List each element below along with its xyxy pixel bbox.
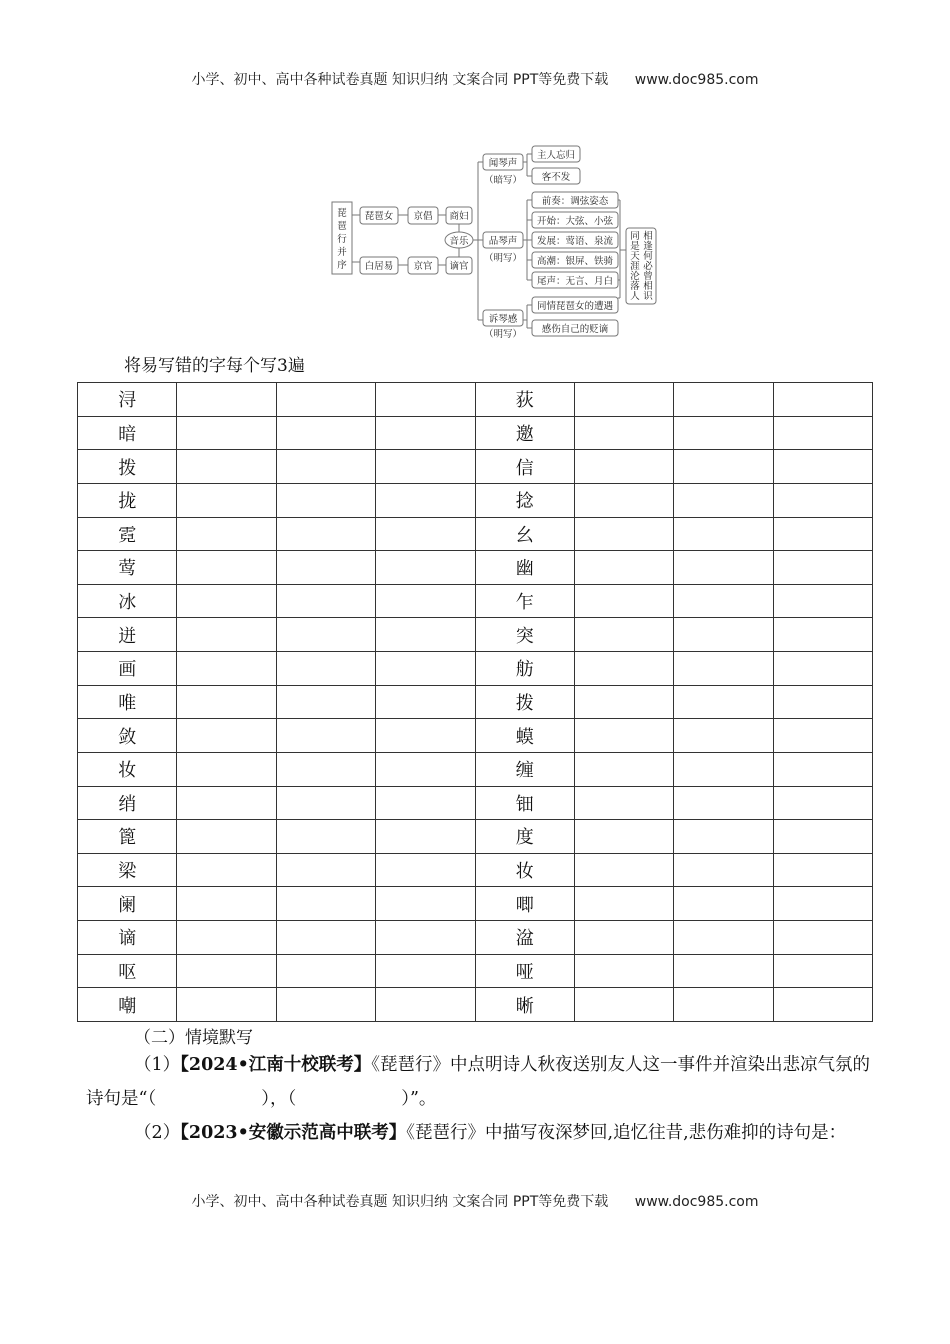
table-row [78, 383, 873, 417]
char-cell: 梁 [78, 853, 177, 887]
write-cell[interactable] [177, 786, 276, 820]
write-cell[interactable] [276, 652, 375, 686]
table-row [78, 954, 873, 988]
diagram-title-char: 琶 [337, 221, 347, 232]
write-cell[interactable] [773, 618, 872, 652]
char-cell: 呕 [78, 954, 177, 988]
leaf-item: 前奏：调弦姿态 [541, 196, 609, 207]
write-cell[interactable] [574, 517, 673, 551]
write-cell[interactable] [574, 416, 673, 450]
write-cell[interactable] [773, 921, 872, 955]
write-cell[interactable] [276, 685, 375, 719]
char-cell: 拢 [78, 483, 177, 517]
write-cell[interactable] [276, 752, 375, 786]
conclusion-char: 相 [643, 281, 653, 292]
char-cell: 钿 [475, 786, 574, 820]
write-cell[interactable] [574, 921, 673, 955]
char-cell: 晰 [475, 988, 574, 1022]
write-cell[interactable] [574, 383, 673, 417]
char-cell: 唯 [78, 685, 177, 719]
write-cell[interactable] [276, 786, 375, 820]
write-cell[interactable] [574, 820, 673, 854]
write-cell[interactable] [674, 416, 773, 450]
char-cell: 谪 [78, 921, 177, 955]
char-cell: 湓 [475, 921, 574, 955]
write-cell[interactable] [177, 450, 276, 484]
table-row [78, 988, 873, 1022]
write-cell[interactable] [773, 517, 872, 551]
char-cell: 冰 [78, 584, 177, 618]
node-music: 音乐 [449, 236, 469, 247]
char-cell: 篦 [78, 820, 177, 854]
section-title: （二）情境默写 [134, 1028, 253, 1048]
leaf-item: 开始：大弦、小弦 [536, 216, 614, 227]
write-cell[interactable] [773, 483, 872, 517]
write-cell[interactable] [376, 652, 475, 686]
char-cell: 霓 [78, 517, 177, 551]
leaf-item: 尾声：无言、月白 [536, 276, 614, 287]
write-cell[interactable] [773, 652, 872, 686]
conclusion-char: 天 [630, 251, 640, 262]
write-cell[interactable] [674, 517, 773, 551]
diagram-title-char: 琵 [337, 208, 347, 219]
node-wen-note: （暗写） [483, 175, 523, 186]
write-cell[interactable] [674, 853, 773, 887]
write-cell[interactable] [376, 786, 475, 820]
write-cell[interactable] [773, 685, 872, 719]
write-cell[interactable] [674, 584, 773, 618]
write-cell[interactable] [674, 786, 773, 820]
write-cell[interactable] [674, 954, 773, 988]
table-row [78, 685, 873, 719]
write-cell[interactable] [574, 853, 673, 887]
conclusion-char: 人 [630, 291, 640, 302]
footer-url[interactable]: www.doc985.com [634, 1194, 759, 1210]
conclusion-char: 何 [643, 251, 653, 262]
conclusion-char: 沦 [630, 271, 640, 282]
write-cell[interactable] [376, 921, 475, 955]
write-cell[interactable] [674, 652, 773, 686]
char-cell: 莺 [78, 551, 177, 585]
write-cell[interactable] [177, 383, 276, 417]
write-cell[interactable] [376, 752, 475, 786]
node-su-note: （明写） [483, 329, 523, 340]
write-cell[interactable] [376, 685, 475, 719]
conclusion-char: 是 [630, 241, 640, 252]
write-cell[interactable] [376, 719, 475, 753]
char-cell: 荻 [475, 383, 574, 417]
write-cell[interactable] [276, 954, 375, 988]
node-su: 诉琴感 [488, 314, 518, 325]
write-cell[interactable] [276, 820, 375, 854]
write-cell[interactable] [177, 517, 276, 551]
leaf-item: 客不发 [541, 172, 571, 183]
table-row [78, 450, 873, 484]
write-cell[interactable] [177, 652, 276, 686]
table-row [78, 719, 873, 753]
write-cell[interactable] [376, 584, 475, 618]
table-row [78, 416, 873, 450]
write-cell[interactable] [674, 887, 773, 921]
q2-num: （2） [134, 1123, 181, 1143]
write-cell[interactable] [177, 752, 276, 786]
table-row [78, 551, 873, 585]
char-cell: 暗 [78, 416, 177, 450]
write-cell[interactable] [276, 584, 375, 618]
write-cell[interactable] [276, 416, 375, 450]
write-cell[interactable] [674, 450, 773, 484]
conclusion-char: 必 [643, 261, 653, 272]
write-cell[interactable] [276, 450, 375, 484]
write-cell[interactable] [376, 988, 475, 1022]
char-cell: 拨 [78, 450, 177, 484]
conclusion-char: 同 [630, 231, 640, 242]
char-cell: 画 [78, 652, 177, 686]
q1-num: （1） [134, 1055, 181, 1075]
write-cell[interactable] [376, 820, 475, 854]
char-cell: 绡 [78, 786, 177, 820]
write-cell[interactable] [574, 652, 673, 686]
write-cell[interactable] [674, 383, 773, 417]
write-cell[interactable] [674, 752, 773, 786]
char-cell: 迸 [78, 618, 177, 652]
write-cell[interactable] [276, 383, 375, 417]
conclusion-char: 识 [643, 291, 653, 302]
write-cell[interactable] [376, 954, 475, 988]
write-cell[interactable] [276, 853, 375, 887]
write-cell[interactable] [773, 887, 872, 921]
write-cell[interactable] [177, 853, 276, 887]
diagram-title-char: 行 [337, 234, 347, 245]
write-cell[interactable] [177, 887, 276, 921]
conclusion-char: 曾 [643, 271, 653, 282]
char-cell: 乍 [475, 584, 574, 618]
conclusion-char: 逢 [643, 241, 653, 252]
write-cell[interactable] [276, 483, 375, 517]
write-cell[interactable] [674, 988, 773, 1022]
leaf-item: 高潮：银屏、铁骑 [536, 256, 614, 267]
char-table [77, 382, 873, 1022]
leaf-item: 发展：莺语、泉流 [536, 236, 614, 247]
diagram-title-char: 序 [337, 260, 347, 271]
table-row [78, 584, 873, 618]
write-cell[interactable] [276, 921, 375, 955]
write-cell[interactable] [177, 954, 276, 988]
write-cell[interactable] [674, 551, 773, 585]
diagram-title [337, 208, 347, 271]
char-cell: 捻 [475, 483, 574, 517]
table-row [78, 483, 873, 517]
diagram-svg [330, 140, 680, 340]
char-cell: 幽 [475, 551, 574, 585]
char-cell: 唧 [475, 887, 574, 921]
page-header [0, 69, 950, 89]
instruction: 将易写错的字每个写3遍 [124, 356, 305, 376]
char-cell: 敛 [78, 719, 177, 753]
diagram-title-char: 并 [337, 247, 347, 258]
table-row [78, 786, 873, 820]
leaf-item: 同情琵琶女的遭遇 [536, 301, 614, 312]
write-cell[interactable] [276, 719, 375, 753]
char-cell: 妆 [78, 752, 177, 786]
node-pipa-girl: 琵琶女 [364, 211, 394, 222]
write-cell[interactable] [177, 416, 276, 450]
write-cell[interactable] [674, 618, 773, 652]
write-cell[interactable] [574, 752, 673, 786]
node-bai: 白居易 [364, 261, 394, 272]
write-cell[interactable] [574, 685, 673, 719]
write-cell[interactable] [773, 786, 872, 820]
table-row [78, 853, 873, 887]
node-pin: 品琴声 [488, 236, 518, 247]
char-cell: 缠 [475, 752, 574, 786]
table-row [78, 752, 873, 786]
structure-diagram [330, 140, 680, 340]
write-cell[interactable] [574, 483, 673, 517]
write-cell[interactable] [574, 551, 673, 585]
write-cell[interactable] [773, 383, 872, 417]
char-cell: 哑 [475, 954, 574, 988]
write-cell[interactable] [773, 752, 872, 786]
char-cell: 突 [475, 618, 574, 652]
char-cell: 邀 [475, 416, 574, 450]
write-cell[interactable] [177, 618, 276, 652]
write-cell[interactable] [574, 954, 673, 988]
node-zheguan: 谪官 [449, 261, 469, 272]
leaf-item: 感伤自己的贬谪 [541, 324, 609, 335]
write-cell[interactable] [177, 820, 276, 854]
write-cell[interactable] [674, 719, 773, 753]
diagram-leaves [523, 146, 620, 336]
node-pin-note: （明写） [483, 253, 523, 264]
conclusion-char: 相 [643, 231, 653, 242]
node-jingchang: 京倡 [413, 211, 433, 222]
header-text: 小学、初中、高中各种试卷真题 知识归纳 文案合同 PPT等免费下载 [191, 72, 609, 88]
char-cell: 阑 [78, 887, 177, 921]
char-cell: 拨 [475, 685, 574, 719]
write-cell[interactable] [376, 887, 475, 921]
char-cell: 舫 [475, 652, 574, 686]
char-cell: 浔 [78, 383, 177, 417]
conclusion-char: 涯 [630, 261, 640, 272]
char-cell: 嘲 [78, 988, 177, 1022]
write-cell[interactable] [574, 988, 673, 1022]
question-1 [86, 1048, 872, 1116]
write-cell[interactable] [773, 988, 872, 1022]
write-cell[interactable] [376, 618, 475, 652]
write-cell[interactable] [773, 820, 872, 854]
write-cell[interactable] [177, 719, 276, 753]
q1-source: 【2024•江南十校联考】 [180, 1055, 372, 1075]
write-cell[interactable] [376, 416, 475, 450]
leaf-item: 主人忘归 [536, 150, 576, 161]
write-cell[interactable] [574, 786, 673, 820]
table-row [78, 921, 873, 955]
write-cell[interactable] [773, 416, 872, 450]
write-cell[interactable] [276, 988, 375, 1022]
q2-source: 【2023•安徽示范高中联考】 [180, 1123, 407, 1143]
write-cell[interactable] [574, 887, 673, 921]
char-cell: 蟆 [475, 719, 574, 753]
question-2 [86, 1116, 872, 1150]
write-cell[interactable] [276, 887, 375, 921]
table-row [78, 652, 873, 686]
char-cell: 幺 [475, 517, 574, 551]
q1-text: 《琵琶行》中点明诗人秋夜送别友人这一事件并渲染出悲凉气氛的诗句是“（ ），（ ）”。 [86, 1055, 871, 1109]
char-cell: 度 [475, 820, 574, 854]
footer-text: 小学、初中、高中各种试卷真题 知识归纳 文案合同 PPT等免费下载 [191, 1194, 609, 1210]
table-row [78, 887, 873, 921]
write-cell[interactable] [773, 450, 872, 484]
write-cell[interactable] [177, 483, 276, 517]
write-cell[interactable] [773, 551, 872, 585]
write-cell[interactable] [574, 584, 673, 618]
node-wen: 闻琴声 [488, 158, 518, 169]
write-cell[interactable] [177, 988, 276, 1022]
write-cell[interactable] [376, 517, 475, 551]
write-cell[interactable] [276, 551, 375, 585]
table-row [78, 618, 873, 652]
write-cell[interactable] [574, 618, 673, 652]
write-cell[interactable] [574, 719, 673, 753]
write-cell[interactable] [674, 483, 773, 517]
write-cell[interactable] [376, 483, 475, 517]
char-cell: 妆 [475, 853, 574, 887]
write-cell[interactable] [376, 551, 475, 585]
page-footer [0, 1191, 950, 1211]
write-cell[interactable] [574, 450, 673, 484]
q2-text: 《琵琶行》中描写夜深梦回,追忆往昔,悲伤难抑的诗句是： [406, 1123, 847, 1143]
conclusion-char: 落 [630, 281, 640, 292]
write-cell[interactable] [376, 383, 475, 417]
header-url[interactable]: www.doc985.com [634, 72, 759, 88]
write-cell[interactable] [773, 954, 872, 988]
write-cell[interactable] [674, 921, 773, 955]
write-cell[interactable] [674, 685, 773, 719]
write-cell[interactable] [177, 921, 276, 955]
table-row [78, 517, 873, 551]
write-cell[interactable] [276, 618, 375, 652]
write-cell[interactable] [376, 853, 475, 887]
write-cell[interactable] [773, 719, 872, 753]
write-cell[interactable] [177, 685, 276, 719]
char-cell: 信 [475, 450, 574, 484]
node-shangfu: 商妇 [449, 211, 469, 222]
write-cell[interactable] [674, 820, 773, 854]
write-cell[interactable] [177, 584, 276, 618]
write-cell[interactable] [276, 517, 375, 551]
node-jingguan: 京官 [413, 261, 433, 272]
write-cell[interactable] [773, 853, 872, 887]
write-cell[interactable] [376, 450, 475, 484]
write-cell[interactable] [773, 584, 872, 618]
table-row [78, 820, 873, 854]
write-cell[interactable] [177, 551, 276, 585]
